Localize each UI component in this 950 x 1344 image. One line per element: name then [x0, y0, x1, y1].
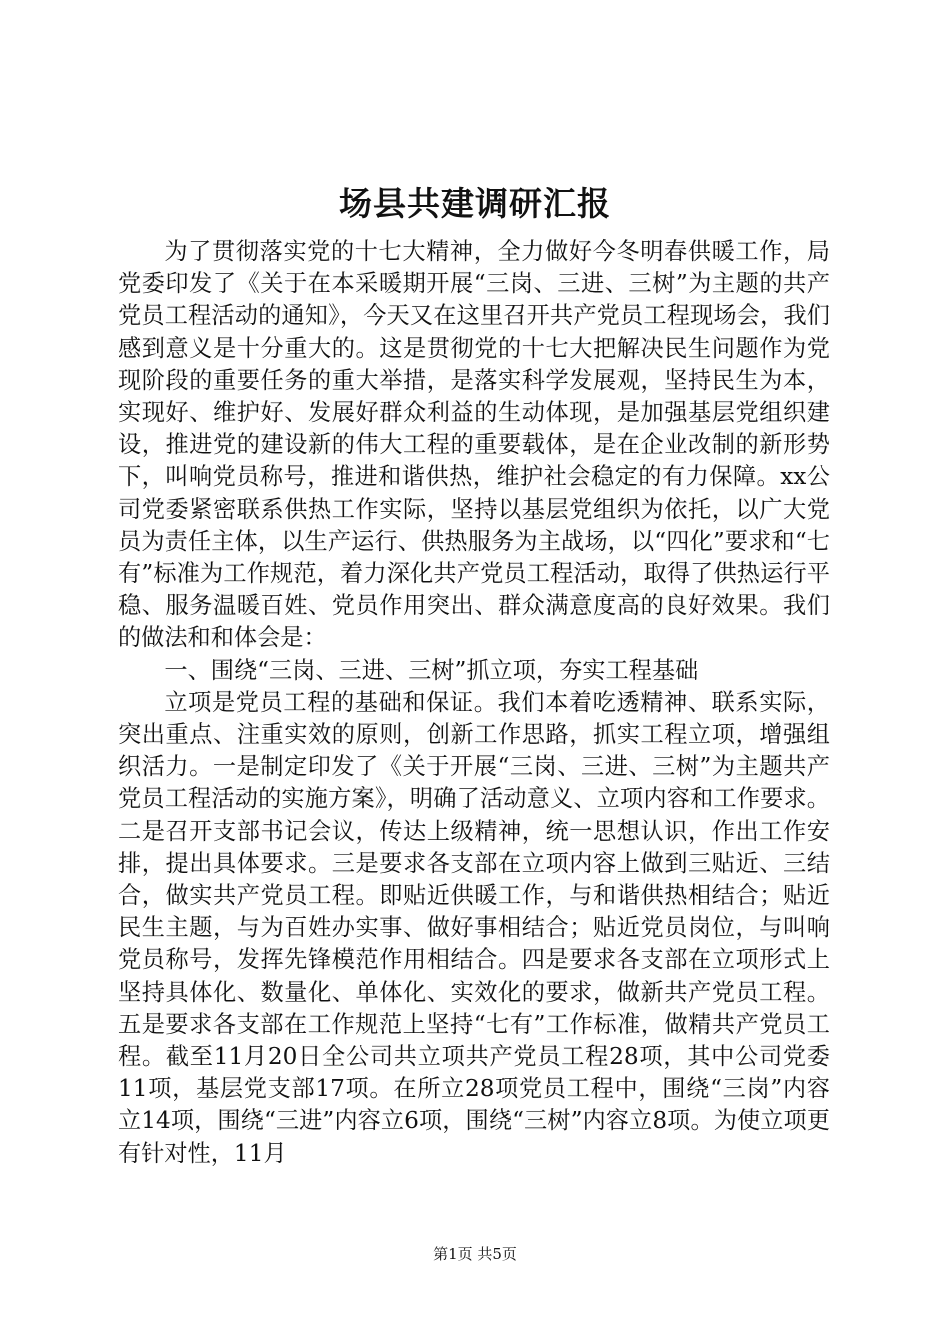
- document-title: 场县共建调研汇报: [339, 184, 611, 223]
- section-heading-1: 一、围绕“三岗、三进、三树”抓立项，夯实工程基础: [164, 656, 699, 684]
- page-number-footer: 第1页 共5页: [433, 1245, 517, 1263]
- paragraph-intro: 为了贯彻落实党的十七大精神，全力做好今冬明春供暖工作，局党委印发了《关于在本采暖期开展“三岗、三进、三树”为主题的共产党员工程活动的通知》，今天又在这里召开共产党员工程现场会，我们感到意义是十分重大的。这是贯彻党的十七大把解决民生问题作为党现阶段的重要任务的重大举措，是落实科学发展观，坚持民生为本，实现好、维护好、发展好群众利益的生动体现，是加强基层党组织建设，推进党的建设新的伟大工程的重要载体，是在企业改制的新形势下，叫响党员称号，推进和谐供热，维护社会稳定的有力保障。xx公司党委紧密联系供热工作实际，坚持以基层党组织为依托，以广大党员为责任主体，以生产运行、供热服务为主战场，以“四化”要求和“七有”标准为工作规范，着力深化共产党员工程活动，取得了供热运行平稳、服务温暖百姓、党员作用突出、群众满意度高的良好效果。我们的做法和和体会是：: [118, 238, 830, 652]
- document-body: [118, 236, 830, 1170]
- paragraph-section-1: 立项是党员工程的基础和保证。我们本着吃透精神、联系实际，突出重点、注重实效的原则，创新工作思路，抓实工程立项，增强组织活力。一是制定印发了《关于开展“三岗、三进、三树”为主题共产党员工程活动的实施方案》，明确了活动意义、立项内容和工作要求。二是召开支部书记会议，传达上级精神，统一思想认识，作出工作安排，提出具体要求。三是要求各支部在立项内容上做到三贴近、三结合，做实共产党员工程。即贴近供暖工作，与和谐供热相结合；贴近民生主题，与为百姓办实事、做好事相结合；贴近党员岗位，与叫响党员称号，发挥先锋模范作用相结合。四是要求各支部在立项形式上坚持具体化、数量化、单体化、实效化的要求，做新共产党员工程。五是要求各支部在工作规范上坚持“七有”工作标准，做精共产党员工程。截至11月20日全公司共立项共产党员工程28项，其中公司党委11项，基层党支部17项。在所立28项党员工程中，围绕“三岗”内容立14项，围绕“三进”内容立6项，围绕“三树”内容立8项。为使立项更有针对性，11月: [118, 688, 830, 1167]
